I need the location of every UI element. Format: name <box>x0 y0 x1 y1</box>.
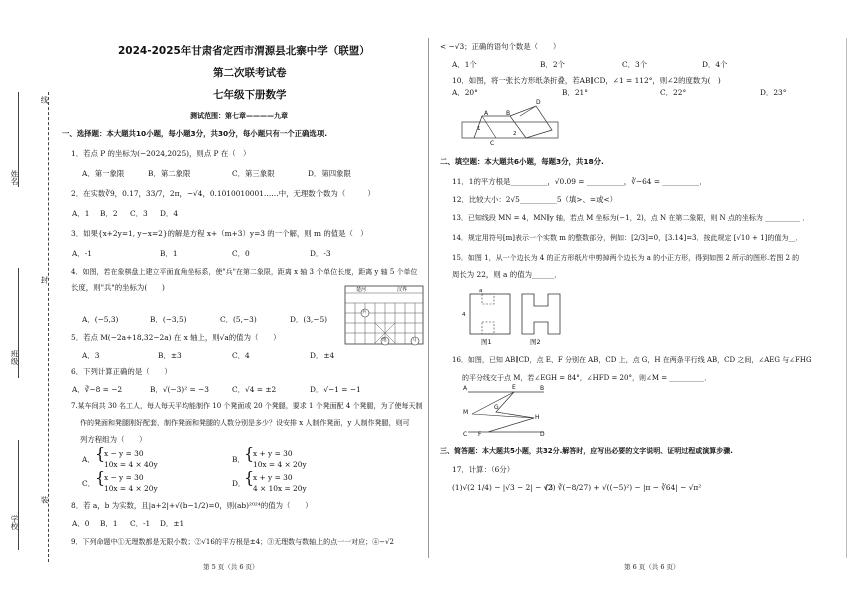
q5-opt-b: B．±3 <box>158 351 182 360</box>
q7-stem-line3: 列方程组为（ ） <box>80 435 147 444</box>
exam-subtitle: 第二次联考试卷 <box>213 67 287 79</box>
q4-opt-c: C．(5,−3) <box>220 315 257 324</box>
exam-scope: 测试范围：第七章————九章 <box>190 112 288 120</box>
q10-label-d: D <box>536 99 541 106</box>
footer-left: 第 5 页（共 6 页） <box>203 563 259 571</box>
q1-opt-d: D．第四象限 <box>308 169 351 178</box>
q15-label-4: 4 <box>462 312 466 318</box>
q15-figures <box>462 290 572 342</box>
q15-line2: 周长为 22，则 a 的值为______． <box>452 270 562 279</box>
section2-header: 二、填空题：本大题共6小题，每题3分，共18分. <box>440 157 604 166</box>
q3-opt-a: A．-1 <box>72 249 92 258</box>
q10-stem: 10．如图，将一张长方形纸条折叠，若AB∥CD，∠1 = 112°，则∠2的度数为( ) <box>452 76 721 85</box>
q17-stem: 17．计算：（6分） <box>452 465 515 474</box>
q5-opt-c: C．4 <box>232 351 250 360</box>
q8-stem: 8．若 a，b 为实数，且|a+2|+√(b−1/2)=0，则(ab)²⁰²⁴的值为（ ） <box>71 501 313 510</box>
q9-opt-b: B．2个 <box>540 60 565 69</box>
exam-title: 2024-2025年甘肃省定西市渭源县北寨中学（联盟） <box>118 45 370 57</box>
section3-header: 三、简答题：本大题共5小题，共32分.解答时，应写出必要的文字说明、证明过程或演算步骤. <box>440 447 733 455</box>
q10-label-2: 2 <box>513 131 517 137</box>
q16-label-b: B <box>540 385 545 392</box>
q7-opt-b-eq2: 10x = 4 × 20y <box>253 460 307 469</box>
q16-label-a: A <box>463 385 468 392</box>
q7-opt-c-label: C． <box>82 479 96 488</box>
q7-opt-b-brace: { <box>244 444 255 463</box>
q16-label-m: M <box>463 409 469 416</box>
q3-opt-c: C．0 <box>232 249 250 258</box>
q8-opt-d: D．±1 <box>160 519 185 528</box>
q6-stem: 6．下列计算正确的是（ ） <box>71 367 172 376</box>
q15-line1: 15．如图 1，从一个边长为 4 的正方形纸片中剪掉两个边长为 a 的小正方形，得到如图 2 所示的图形.若图 2 的 <box>452 254 800 262</box>
board-label-chuhe: 楚河 <box>356 287 367 293</box>
q3-opt-d: D．-3 <box>310 249 331 258</box>
q9-cont: < −√3；正确的语句个数是（ ） <box>440 42 561 51</box>
q17-part1: (1)√(2 1/4) − |√3 − 2| − √3 <box>452 483 554 492</box>
q4-stem-line1: 4．如图，若在象棋盘上建立平面直角坐标系，使"兵"在第二象限，距离 x 轴 3 个单位长度，距离 y 轴 5 个单位 <box>71 268 418 276</box>
q16-label-e: E <box>512 384 516 391</box>
margin-label-seal: 封 <box>40 276 49 284</box>
q4-opt-b: B．(−3,5) <box>150 315 187 324</box>
piece-pao: 炮 <box>382 338 387 343</box>
q1-opt-a: A．第一象限 <box>82 169 125 178</box>
q10-label-1: 1 <box>477 126 481 132</box>
q10-opt-d: D．23° <box>760 88 787 97</box>
q7-stem-line2: 作的凳面和凳腿刚好配套，制作凳面和凳腿的人数分别是多少？设安排 x 人制作凳面，y 人制作凳腿，则可 <box>80 419 410 427</box>
page-border-right <box>846 38 847 558</box>
margin-label-class: 班级 <box>10 350 19 365</box>
q16-line1: 16．如图，已知 AB∥CD，点 E、F 分别在 AB，CD 上，点 G，H 在两条平行线 AB，CD 之间，∠AEG 与∠FHG <box>452 356 812 364</box>
q2-opt-a: A．1 <box>72 209 90 218</box>
q15-caption-fig2: 图2 <box>530 338 541 346</box>
binding-line <box>48 92 49 562</box>
margin-label-name: 姓名 <box>10 170 19 185</box>
q15-caption-fig1: 图1 <box>481 338 492 346</box>
q7-opt-a-brace: { <box>95 444 106 463</box>
q10-folded-strip-figure <box>460 100 560 148</box>
q7-opt-b-eq1: x + y = 30 <box>253 449 293 458</box>
q1-opt-b: B．第二象限 <box>148 169 191 178</box>
q7-opt-b-label: B． <box>232 455 245 464</box>
class-underline <box>18 268 19 378</box>
q10-opt-b: B．21° <box>562 88 588 97</box>
q8-opt-b: B．1 <box>100 519 118 528</box>
school-underline <box>18 440 19 550</box>
q12: 12．比较大小：2√5__________5（填>、=或<） <box>452 195 618 204</box>
q10-label-a: A <box>484 110 489 117</box>
piece-bing: 兵 <box>362 310 367 315</box>
piece-ma: 马 <box>412 338 417 343</box>
name-underline <box>18 92 19 187</box>
q11: 11．1的平方根是__________，√0.09 = __________，∛−64 = __________． <box>452 177 707 186</box>
q7-opt-a-eq2: 10x = 4 × 40y <box>104 460 158 469</box>
q16-label-f: F <box>478 431 482 438</box>
q7-opt-d-eq2: 4 × 10x = 20y <box>253 484 307 493</box>
board-label-hanjie: 汉界 <box>397 287 408 293</box>
section1-header: 一、选择题：本大题共10小题，每小题3分，共30分，每小题只有一个正确选项. <box>62 129 328 138</box>
q5-stem: 5．若点 M(−2a+18,32−2a) 在 x 轴上，则√a的值为（ ） <box>71 333 281 342</box>
q2-opt-d: D．4 <box>160 209 179 218</box>
q7-opt-a-label: A． <box>82 455 95 464</box>
margin-label-mark: 装 <box>40 496 49 504</box>
q10-opt-a: A．20° <box>452 88 478 97</box>
q2-opt-b: B．2 <box>100 209 118 218</box>
q6-opt-d: D．√−1 = −1 <box>310 385 361 394</box>
q2-opt-c: C．3 <box>130 209 148 218</box>
q6-opt-a: A．∛−8 = −2 <box>72 385 123 394</box>
q9-stem: 9．下列命题中①无理数都是无限小数；②√16的平方根是±4；③无理数与数轴上的点一一对应；④−√2 <box>71 538 394 546</box>
q7-opt-c-eq2: 10x = 4 × 20y <box>104 484 158 493</box>
q9-opt-a: A．1个 <box>452 60 477 69</box>
margin-label-school: 学校 <box>10 515 19 530</box>
page-divider <box>428 38 429 558</box>
q4-opt-a: A．(−5,3) <box>82 315 119 324</box>
q4-stem-line2: 长度，则"兵"的坐标为( ) <box>71 283 165 292</box>
q5-opt-d: D．±4 <box>310 351 335 360</box>
q6-opt-b: B．√(−3)² = −3 <box>150 385 209 394</box>
q1-opt-c: C．第三象限 <box>232 169 275 178</box>
q16-label-h: H <box>535 414 540 421</box>
q3-stem: 3．如果{x+2y=1, y−x=2}的解是方程 x+（m+3）y=3 的一个解，则 m 的值是（ ） <box>71 229 368 238</box>
q15-label-a: a <box>479 288 483 294</box>
q16-label-d: D <box>540 431 545 438</box>
q4-opt-d: D．(3,−5) <box>290 315 328 324</box>
q6-opt-c: C．√4 = ±2 <box>232 385 277 394</box>
q7-opt-c-brace: { <box>95 468 106 487</box>
q2-stem: 2．在实数∛9，0.17，33/7，2π，−√4，0.1010010001……中，无理数个数为（ ） <box>71 189 375 198</box>
footer-right: 第 6 页（共 6 页） <box>624 563 680 571</box>
q16-label-c: C <box>463 431 468 438</box>
q8-opt-a: A．0 <box>72 519 90 528</box>
q1-stem: 1．若点 P 的坐标为(−2024,2025)，则点 P 在（ ） <box>71 149 251 158</box>
q7-stem-line1: 7.某车间共 30 名工人，每人每天平均能制作 10 个凳面或 20 个凳腿，要求 1 个凳面配 4 个凳腿，为了使每天制 <box>71 402 423 410</box>
q16-line2: 的平分线交于点 M，若∠EGH = 84°，∠HFD = 20°，则∠M = __________． <box>462 374 712 382</box>
q16-parallel-figure <box>462 388 552 438</box>
q10-opt-c: C．22° <box>660 88 687 97</box>
q10-label-c: C <box>490 140 495 147</box>
q9-opt-d: D．4个 <box>702 60 728 69</box>
q3-opt-b: B．1 <box>160 249 178 258</box>
q9-opt-c: C．3个 <box>622 60 648 69</box>
exam-grade: 七年级下册数学 <box>213 89 287 101</box>
q8-opt-c: C．-1 <box>130 519 151 528</box>
q5-opt-a: A．3 <box>82 351 100 360</box>
q7-opt-c-eq1: x − y = 30 <box>104 473 144 482</box>
q7-opt-d-brace: { <box>244 468 255 487</box>
q14: 14．规定用符号[m]表示一个实数 m 的整数部分，例如：[2/3]=0，[3.14]=3．按此规定 [√10 + 1]的值为__． <box>452 234 803 242</box>
q7-opt-d-eq1: x + y = 30 <box>253 473 293 482</box>
chess-board-figure <box>345 286 425 346</box>
q7-opt-d-label: D． <box>232 479 246 488</box>
q10-label-b: B <box>506 110 511 117</box>
q7-opt-a-eq1: x − y = 30 <box>104 449 144 458</box>
margin-label-line: 线 <box>40 96 49 104</box>
q16-label-g: G <box>494 404 499 411</box>
q17-part2: (2) ∛(−8/27) + √((−5)²) − |π − ∛64| − √π² <box>545 483 702 492</box>
q13: 13．已知线段 MN = 4，MN∥y 轴，若点 M 坐标为(−1，2)，点 N 在第二象限，则 N 点的坐标为 __________ ． <box>452 214 810 222</box>
